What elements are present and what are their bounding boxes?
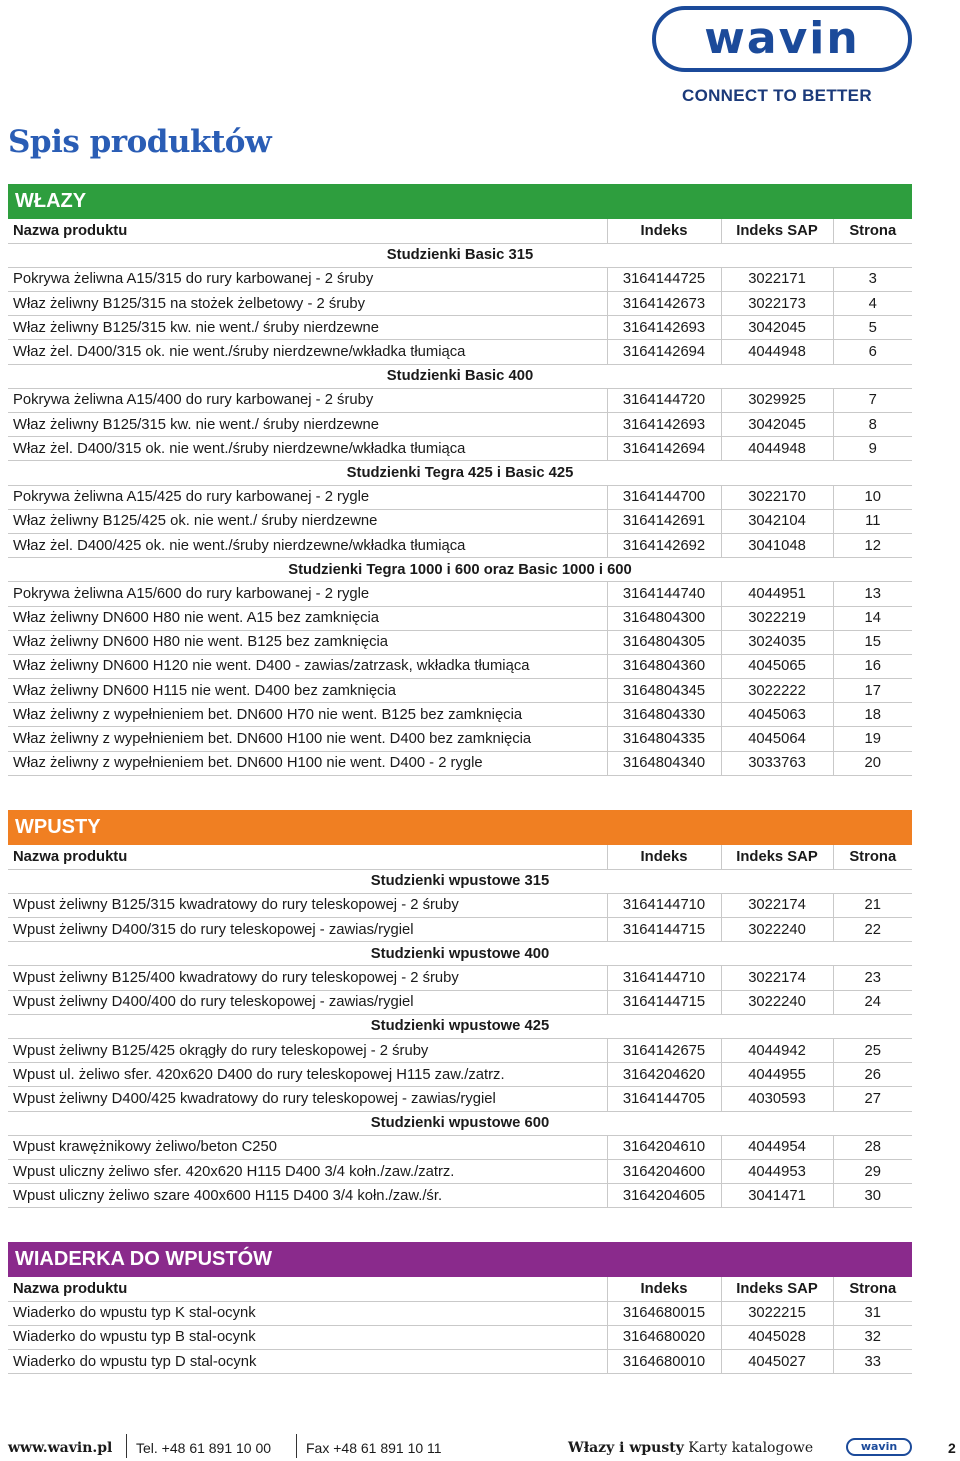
group-title: Studzienki Basic 400 <box>8 364 912 388</box>
product-sap: 3022173 <box>721 292 833 316</box>
product-sap: 4045063 <box>721 703 833 727</box>
product-name: Pokrywa żeliwna A15/600 do rury karbowanej - 2 rygle <box>8 582 607 606</box>
product-index: 3164142675 <box>607 1039 721 1063</box>
product-name: Wiaderko do wpustu typ K stal-ocynk <box>8 1301 607 1325</box>
product-sap: 4044951 <box>721 582 833 606</box>
group-title: Studzienki Tegra 1000 i 600 oraz Basic 1000 i 600 <box>8 558 912 582</box>
product-name: Wpust krawężnikowy żeliwo/beton C250 <box>8 1135 607 1159</box>
product-sap: 3022222 <box>721 679 833 703</box>
footer-catalog <box>568 1440 813 1456</box>
table-row <box>8 267 912 291</box>
wavin-logo <box>652 6 912 72</box>
product-name: Właz żeliwny z wypełnieniem bet. DN600 H100 nie went. D400 bez zamknięcia <box>8 727 607 751</box>
product-index: 3164144710 <box>607 966 721 990</box>
product-page: 24 <box>833 990 912 1014</box>
product-index: 3164804330 <box>607 703 721 727</box>
table-row <box>8 1135 912 1159</box>
product-name: Właz żeliwny z wypełnieniem bet. DN600 H70 nie went. B125 bez zamknięcia <box>8 703 607 727</box>
section-header: WIADERKA DO WPUSTÓW <box>8 1242 912 1277</box>
footer-wavin-logo: wavin <box>846 1438 912 1456</box>
product-page: 19 <box>833 727 912 751</box>
product-index: 3164204620 <box>607 1063 721 1087</box>
product-sap: 3022240 <box>721 918 833 942</box>
product-index: 3164804300 <box>607 606 721 630</box>
product-name: Wpust żeliwny D400/315 do rury teleskopowej - zawias/rygiel <box>8 918 607 942</box>
product-index: 3164204600 <box>607 1159 721 1183</box>
product-page: 15 <box>833 630 912 654</box>
product-name: Właz żeliwny B125/315 kw. nie went./ śruby nierdzewne <box>8 413 607 437</box>
product-index: 3164144700 <box>607 485 721 509</box>
product-index: 3164144740 <box>607 582 721 606</box>
product-sap: 4044955 <box>721 1063 833 1087</box>
product-index: 3164804345 <box>607 679 721 703</box>
product-page: 9 <box>833 437 912 461</box>
product-index: 3164680015 <box>607 1301 721 1325</box>
product-index: 3164142691 <box>607 509 721 533</box>
page-title: Spis produktów <box>8 124 272 160</box>
table-header-row <box>8 1277 912 1301</box>
group-row <box>8 942 912 966</box>
table-row <box>8 751 912 775</box>
product-table <box>8 219 912 776</box>
product-index: 3164680020 <box>607 1325 721 1349</box>
table-row <box>8 437 912 461</box>
product-page: 33 <box>833 1350 912 1374</box>
table-row <box>8 509 912 533</box>
product-page: 8 <box>833 413 912 437</box>
product-sap: 3042104 <box>721 509 833 533</box>
footer-url[interactable]: www.wavin.pl <box>8 1440 113 1456</box>
product-sap: 3029925 <box>721 388 833 412</box>
group-row <box>8 1111 912 1135</box>
table-row <box>8 1063 912 1087</box>
logo-text: wavin <box>704 13 860 64</box>
product-page: 21 <box>833 893 912 917</box>
group-row <box>8 364 912 388</box>
product-name: Wpust żeliwny B125/425 okrągły do rury teleskopowej - 2 śruby <box>8 1039 607 1063</box>
product-index: 3164144715 <box>607 990 721 1014</box>
product-name: Pokrywa żeliwna A15/425 do rury karbowanej - 2 rygle <box>8 485 607 509</box>
product-name: Właz żeliwny DN600 H115 nie went. D400 bez zamknięcia <box>8 679 607 703</box>
group-title: Studzienki wpustowe 315 <box>8 869 912 893</box>
product-sap: 3022174 <box>721 893 833 917</box>
column-header: Indeks <box>607 219 721 243</box>
product-index: 3164144720 <box>607 388 721 412</box>
product-index: 3164204610 <box>607 1135 721 1159</box>
footer-phone: Tel. +48 61 891 10 00 <box>136 1440 272 1456</box>
product-sap: 3022170 <box>721 485 833 509</box>
column-header: Indeks SAP <box>721 219 833 243</box>
table-row <box>8 1350 912 1374</box>
table-row <box>8 703 912 727</box>
table-row <box>8 966 912 990</box>
table-row <box>8 630 912 654</box>
product-name: Właz żel. D400/425 ok. nie went./śruby nierdzewne/wkładka tłumiąca <box>8 533 607 557</box>
product-page: 18 <box>833 703 912 727</box>
product-name: Właz żeliwny DN600 H80 nie went. B125 bez zamknięcia <box>8 630 607 654</box>
product-index: 3164804335 <box>607 727 721 751</box>
group-title: Studzienki wpustowe 425 <box>8 1014 912 1038</box>
product-name: Właz żeliwny B125/425 ok. nie went./ śruby nierdzewne <box>8 509 607 533</box>
product-page: 14 <box>833 606 912 630</box>
column-header: Nazwa produktu <box>8 1277 607 1301</box>
product-sap: 3022215 <box>721 1301 833 1325</box>
product-sap: 3041471 <box>721 1184 833 1208</box>
product-name: Wpust żeliwny D400/400 do rury teleskopowej - zawias/rygiel <box>8 990 607 1014</box>
table-row <box>8 893 912 917</box>
product-index: 3164804360 <box>607 654 721 678</box>
column-header: Indeks <box>607 845 721 869</box>
table-row <box>8 1039 912 1063</box>
product-sap: 3042045 <box>721 413 833 437</box>
group-title: Studzienki wpustowe 400 <box>8 942 912 966</box>
product-name: Właz żeliwny DN600 H80 nie went. A15 bez zamknięcia <box>8 606 607 630</box>
product-page: 6 <box>833 340 912 364</box>
product-index: 3164804340 <box>607 751 721 775</box>
product-page: 11 <box>833 509 912 533</box>
product-sap: 4045028 <box>721 1325 833 1349</box>
product-page: 26 <box>833 1063 912 1087</box>
product-page: 5 <box>833 316 912 340</box>
product-sap: 3022219 <box>721 606 833 630</box>
product-name: Wpust uliczny żeliwo szare 400x600 H115 D400 3/4 kołn./zaw./śr. <box>8 1184 607 1208</box>
column-header: Nazwa produktu <box>8 845 607 869</box>
group-row <box>8 558 912 582</box>
footer-catalog-subtitle: Karty katalogowe <box>688 1440 814 1456</box>
table-row <box>8 654 912 678</box>
table-row <box>8 485 912 509</box>
product-sap: 3042045 <box>721 316 833 340</box>
product-sap: 3033763 <box>721 751 833 775</box>
tagline: CONNECT TO BETTER <box>682 86 872 105</box>
product-page: 30 <box>833 1184 912 1208</box>
table-row <box>8 1325 912 1349</box>
product-page: 12 <box>833 533 912 557</box>
product-sap: 4030593 <box>721 1087 833 1111</box>
product-index: 3164144705 <box>607 1087 721 1111</box>
column-header: Strona <box>833 1277 912 1301</box>
footer-fax: Fax +48 61 891 10 11 <box>306 1440 442 1456</box>
product-sap: 4045065 <box>721 654 833 678</box>
group-row <box>8 461 912 485</box>
table-row <box>8 1301 912 1325</box>
product-name: Właz żeliwny DN600 H120 nie went. D400 - zawias/zatrzask, wkładka tłumiąca <box>8 654 607 678</box>
table-row <box>8 1159 912 1183</box>
product-sap: 4045027 <box>721 1350 833 1374</box>
product-page: 29 <box>833 1159 912 1183</box>
product-index: 3164142673 <box>607 292 721 316</box>
column-header: Strona <box>833 845 912 869</box>
product-sap: 3041048 <box>721 533 833 557</box>
product-sap: 3022240 <box>721 990 833 1014</box>
table-row <box>8 340 912 364</box>
product-sap: 4044942 <box>721 1039 833 1063</box>
product-page: 17 <box>833 679 912 703</box>
table-row <box>8 918 912 942</box>
product-name: Pokrywa żeliwna A15/315 do rury karbowanej - 2 śruby <box>8 267 607 291</box>
product-name: Wpust ul. żeliwo sfer. 420x620 D400 do rury teleskopowej H115 zaw./zatrz. <box>8 1063 607 1087</box>
product-page: 32 <box>833 1325 912 1349</box>
table-row <box>8 990 912 1014</box>
product-name: Wpust żeliwny B125/400 kwadratowy do rury teleskopowej - 2 śruby <box>8 966 607 990</box>
product-index: 3164204605 <box>607 1184 721 1208</box>
product-page: 31 <box>833 1301 912 1325</box>
product-sap: 4044948 <box>721 437 833 461</box>
product-page: 13 <box>833 582 912 606</box>
product-page: 27 <box>833 1087 912 1111</box>
product-name: Właz żeliwny z wypełnieniem bet. DN600 H100 nie went. D400 - 2 rygle <box>8 751 607 775</box>
product-table <box>8 845 912 1208</box>
product-name: Właz żeliwny B125/315 na stożek żelbetowy - 2 śruby <box>8 292 607 316</box>
table-header-row <box>8 845 912 869</box>
product-page: 20 <box>833 751 912 775</box>
column-header: Strona <box>833 219 912 243</box>
product-page: 16 <box>833 654 912 678</box>
product-sap: 3022174 <box>721 966 833 990</box>
product-name: Właz żeliwny B125/315 kw. nie went./ śruby nierdzewne <box>8 316 607 340</box>
footer <box>8 1432 960 1460</box>
page-number: 2 <box>948 1440 956 1456</box>
logo-frame <box>652 6 912 72</box>
section-wpusty <box>8 810 912 1208</box>
section-header: WPUSTY <box>8 810 912 845</box>
table-row <box>8 1087 912 1111</box>
product-index: 3164804305 <box>607 630 721 654</box>
product-index: 3164142694 <box>607 340 721 364</box>
product-name: Wiaderko do wpustu typ D stal-ocynk <box>8 1350 607 1374</box>
product-sap: 4044948 <box>721 340 833 364</box>
group-title: Studzienki Tegra 425 i Basic 425 <box>8 461 912 485</box>
table-row <box>8 316 912 340</box>
product-index: 3164144715 <box>607 918 721 942</box>
group-row <box>8 1014 912 1038</box>
product-page: 10 <box>833 485 912 509</box>
table-row <box>8 533 912 557</box>
section-wlazy <box>8 184 912 776</box>
product-index: 3164144725 <box>607 267 721 291</box>
product-index: 3164142694 <box>607 437 721 461</box>
product-sap: 4045064 <box>721 727 833 751</box>
product-index: 3164142693 <box>607 413 721 437</box>
product-sap: 3022171 <box>721 267 833 291</box>
product-index: 3164142692 <box>607 533 721 557</box>
column-header: Indeks SAP <box>721 1277 833 1301</box>
table-row <box>8 727 912 751</box>
product-sap: 4044954 <box>721 1135 833 1159</box>
table-row <box>8 606 912 630</box>
group-row <box>8 243 912 267</box>
product-sap: 3024035 <box>721 630 833 654</box>
table-row <box>8 292 912 316</box>
product-page: 23 <box>833 966 912 990</box>
product-page: 28 <box>833 1135 912 1159</box>
section-header: WŁAZY <box>8 184 912 219</box>
group-title: Studzienki Basic 315 <box>8 243 912 267</box>
group-title: Studzienki wpustowe 600 <box>8 1111 912 1135</box>
footer-catalog-title: Włazy i wpusty <box>568 1440 684 1456</box>
product-page: 3 <box>833 267 912 291</box>
table-row <box>8 582 912 606</box>
product-index: 3164144710 <box>607 893 721 917</box>
group-row <box>8 869 912 893</box>
product-name: Wpust uliczny żeliwo sfer. 420x620 H115 D400 3/4 kołn./zaw./zatrz. <box>8 1159 607 1183</box>
product-index: 3164680010 <box>607 1350 721 1374</box>
section-wiaderka <box>8 1242 912 1374</box>
product-table <box>8 1277 912 1374</box>
product-sap: 4044953 <box>721 1159 833 1183</box>
product-name: Wiaderko do wpustu typ B stal-ocynk <box>8 1325 607 1349</box>
table-row <box>8 679 912 703</box>
table-row <box>8 388 912 412</box>
product-page: 22 <box>833 918 912 942</box>
product-name: Pokrywa żeliwna A15/400 do rury karbowanej - 2 śruby <box>8 388 607 412</box>
table-row <box>8 413 912 437</box>
product-index: 3164142693 <box>607 316 721 340</box>
column-header: Indeks SAP <box>721 845 833 869</box>
product-page: 7 <box>833 388 912 412</box>
footer-separator <box>126 1434 127 1458</box>
product-name: Właz żel. D400/315 ok. nie went./śruby nierdzewne/wkładka tłumiąca <box>8 437 607 461</box>
table-row <box>8 1184 912 1208</box>
footer-separator <box>296 1434 297 1458</box>
product-name: Wpust żeliwny B125/315 kwadratowy do rury teleskopowej - 2 śruby <box>8 893 607 917</box>
table-header-row <box>8 219 912 243</box>
column-header: Indeks <box>607 1277 721 1301</box>
product-name: Właz żel. D400/315 ok. nie went./śruby nierdzewne/wkładka tłumiąca <box>8 340 607 364</box>
column-header: Nazwa produktu <box>8 219 607 243</box>
product-page: 4 <box>833 292 912 316</box>
product-page: 25 <box>833 1039 912 1063</box>
product-name: Wpust żeliwny D400/425 kwadratowy do rury teleskopowej - zawias/rygiel <box>8 1087 607 1111</box>
